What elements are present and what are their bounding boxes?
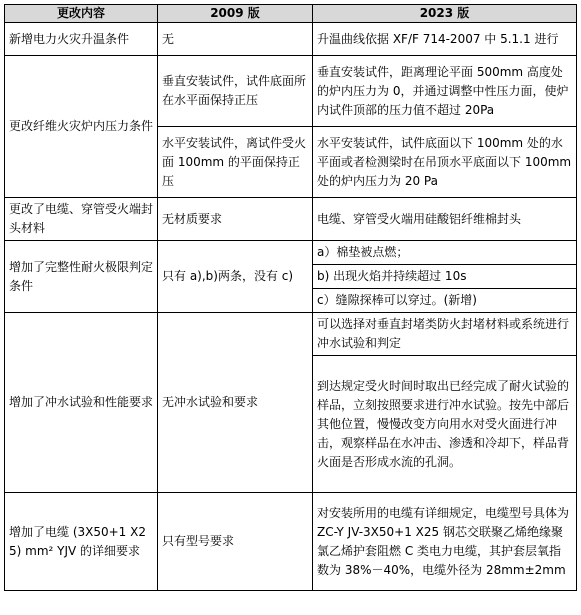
v2023-cell: 电缆、穿管受火端用硅酸铝纤维棉封头 xyxy=(313,198,577,241)
table-row xyxy=(5,198,577,241)
v2023-cell: a）棉垫被点燃； xyxy=(313,241,577,265)
change-cell: 新增电力火灾升温条件 xyxy=(5,23,158,56)
v2009-cell: 无冲水试验和要求 xyxy=(158,313,313,493)
table-row xyxy=(5,23,577,56)
v2009-cell: 水平安装试件，离试件受火面 100mm 的平面保持正压 xyxy=(158,127,313,198)
v2023-cell: 到达规定受火时间时取出已经完成了耐火试验的样品，立刻按照要求进行冲水试验。按先中部后其他位置，慢慢改变方向用水对受火面进行冲击，观察样品在水冲击、渗透和冷却下，样品背火面是否形成水流的孔洞。 xyxy=(313,356,577,493)
table-row xyxy=(5,241,577,265)
v2009-cell: 无材质要求 xyxy=(158,198,313,241)
v2023-cell: 垂直安装试件，距离理论平面 500mm 高度处的炉内压力为 0，并通过调整中性压力面，使炉内试件顶部的压力值不超过 20Pa xyxy=(313,56,577,127)
table-row xyxy=(5,493,577,591)
change-cell: 增加了冲水试验和性能要求 xyxy=(5,313,158,493)
table-row xyxy=(5,56,577,127)
change-cell: 增加了完整性耐火极限判定条件 xyxy=(5,241,158,313)
v2023-cell: b) 出现火焰并持续超过 10s xyxy=(313,265,577,289)
comparison-table xyxy=(4,4,577,591)
header-2023: 2023 版 xyxy=(313,5,577,23)
change-cell: 增加了电缆 (3X50+1 X25) mm² YJV 的详细要求 xyxy=(5,493,158,591)
table-row xyxy=(5,313,577,356)
v2023-cell: 对安装所用的电缆有详细规定，电缆型号具体为 ZC-Y JV-3X50+1 X25 钢芯交联聚乙烯绝缘聚氯乙烯护套阻燃 C 类电力电缆，其护套层氧指数为 38%－40%，电缆外径为 28mm±2mm xyxy=(313,493,577,591)
v2023-cell: c）缝隙探棒可以穿过。(新增) xyxy=(313,289,577,313)
header-change: 更改内容 xyxy=(5,5,158,23)
header-row xyxy=(5,5,577,23)
v2023-cell: 升温曲线依据 XF/F 714-2007 中 5.1.1 进行 xyxy=(313,23,577,56)
v2009-cell: 无 xyxy=(158,23,313,56)
v2009-cell: 只有型号要求 xyxy=(158,493,313,591)
v2023-cell: 水平安装试件，试件底面以下 100mm 处的水平面或者检测梁时在吊顶水平底面以下 100mm 处的炉内压力为 20 Pa xyxy=(313,127,577,198)
v2009-cell: 只有 a),b)两条，没有 c) xyxy=(158,241,313,313)
header-2009: 2009 版 xyxy=(158,5,313,23)
change-cell: 更改纤维火灾炉内压力条件 xyxy=(5,56,158,198)
change-cell: 更改了电缆、穿管受火端封头材料 xyxy=(5,198,158,241)
v2023-cell: 可以选择对垂直封堵类防火封堵材料或系统进行冲水试验和判定 xyxy=(313,313,577,356)
v2009-cell: 垂直安装试件，试件底面所在水平面保持正压 xyxy=(158,56,313,127)
